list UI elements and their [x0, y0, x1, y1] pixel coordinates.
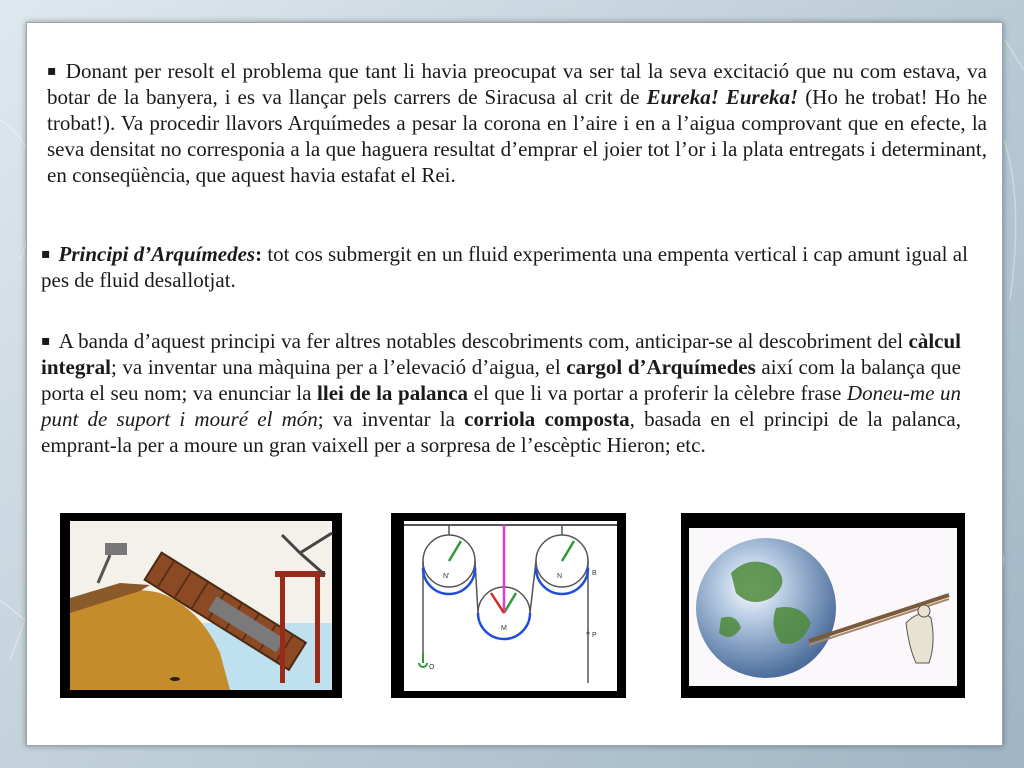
- discoveries-text-3: així com la balança que porta el seu nom; va enunciar la: [41, 355, 961, 405]
- lever-world-image: [681, 513, 965, 698]
- label-b: B: [592, 570, 597, 577]
- archimedes-screw-image: [60, 513, 342, 698]
- archimedes-screw-illustration: [60, 513, 342, 698]
- label-o: O: [429, 664, 435, 671]
- label-n: N: [557, 573, 563, 580]
- paragraph-eureka-text-1: Donant per resolt el problema que tant li havia preocupat va ser tal la seva excitació que nu com estava, va botar de la banyera, i es va llançar pels carrers de Siracusa al crit de: [47, 59, 987, 109]
- term-lever-law: llei de la palanca: [317, 381, 469, 405]
- paragraph-eureka: [47, 58, 987, 188]
- bullet-icon: ▪: [41, 333, 51, 349]
- discoveries-text-1: A banda d’aquest principi va fer altres notables descobriments com, anticipar-se al descobriment del: [58, 329, 909, 353]
- discoveries-text-6: , basada en el principi de la palanca, emprant-la per a moure un gran vaixell per a sorpresa de l’escèptic Hieron; etc.: [41, 407, 961, 457]
- discoveries-text-5: ; va inventar la: [317, 407, 465, 431]
- term-screw: cargol d’Arquímedes: [566, 355, 756, 379]
- principle-term: Principi d’Arquímedes: [58, 242, 256, 266]
- quote-lever: Doneu-me un punt de suport i mouré el món: [41, 381, 962, 431]
- paragraph-principle: [41, 241, 981, 293]
- term-compound-pulley: corriola composta: [464, 407, 630, 431]
- paragraph-discoveries: [41, 328, 961, 458]
- label-n-prime: N': [443, 573, 450, 580]
- eureka-exclamation: Eureka! Eureka!: [646, 85, 799, 109]
- compound-pulley-diagram: [391, 513, 626, 698]
- bullet-icon: ▪: [47, 63, 58, 79]
- label-p: P: [592, 632, 597, 639]
- discoveries-text-4: el que li va portar a proferir la cèlebre frase: [468, 381, 847, 405]
- bullet-icon: ▪: [41, 246, 51, 262]
- discoveries-text-2: ; va inventar una màquina per a l’elevació d’aigua, el: [110, 355, 567, 379]
- content-panel: [26, 22, 1003, 746]
- term-calculus: càlcul integral: [41, 329, 961, 379]
- principle-text: tot cos submergit en un fluid experimenta una empenta vertical i cap amunt igual al pes de fluid desallotjat.: [41, 242, 968, 292]
- compound-pulley-image: [391, 513, 626, 698]
- label-m: M: [501, 625, 507, 632]
- principle-colon: :: [255, 242, 263, 266]
- paragraph-eureka-text-2: (Ho he trobat! Ho he trobat!). Va procedir llavors Arquímedes a pesar la corona en l’aire i en a l’aigua comprovant que en efecte, la seva densitat no corresponia a la que haguera resultat d’emprar el joier tot l’or i la plata entregats i determinant, en conseqüència, que aquest havia estafat el Rei.: [47, 85, 988, 187]
- lever-world-illustration: [681, 513, 965, 698]
